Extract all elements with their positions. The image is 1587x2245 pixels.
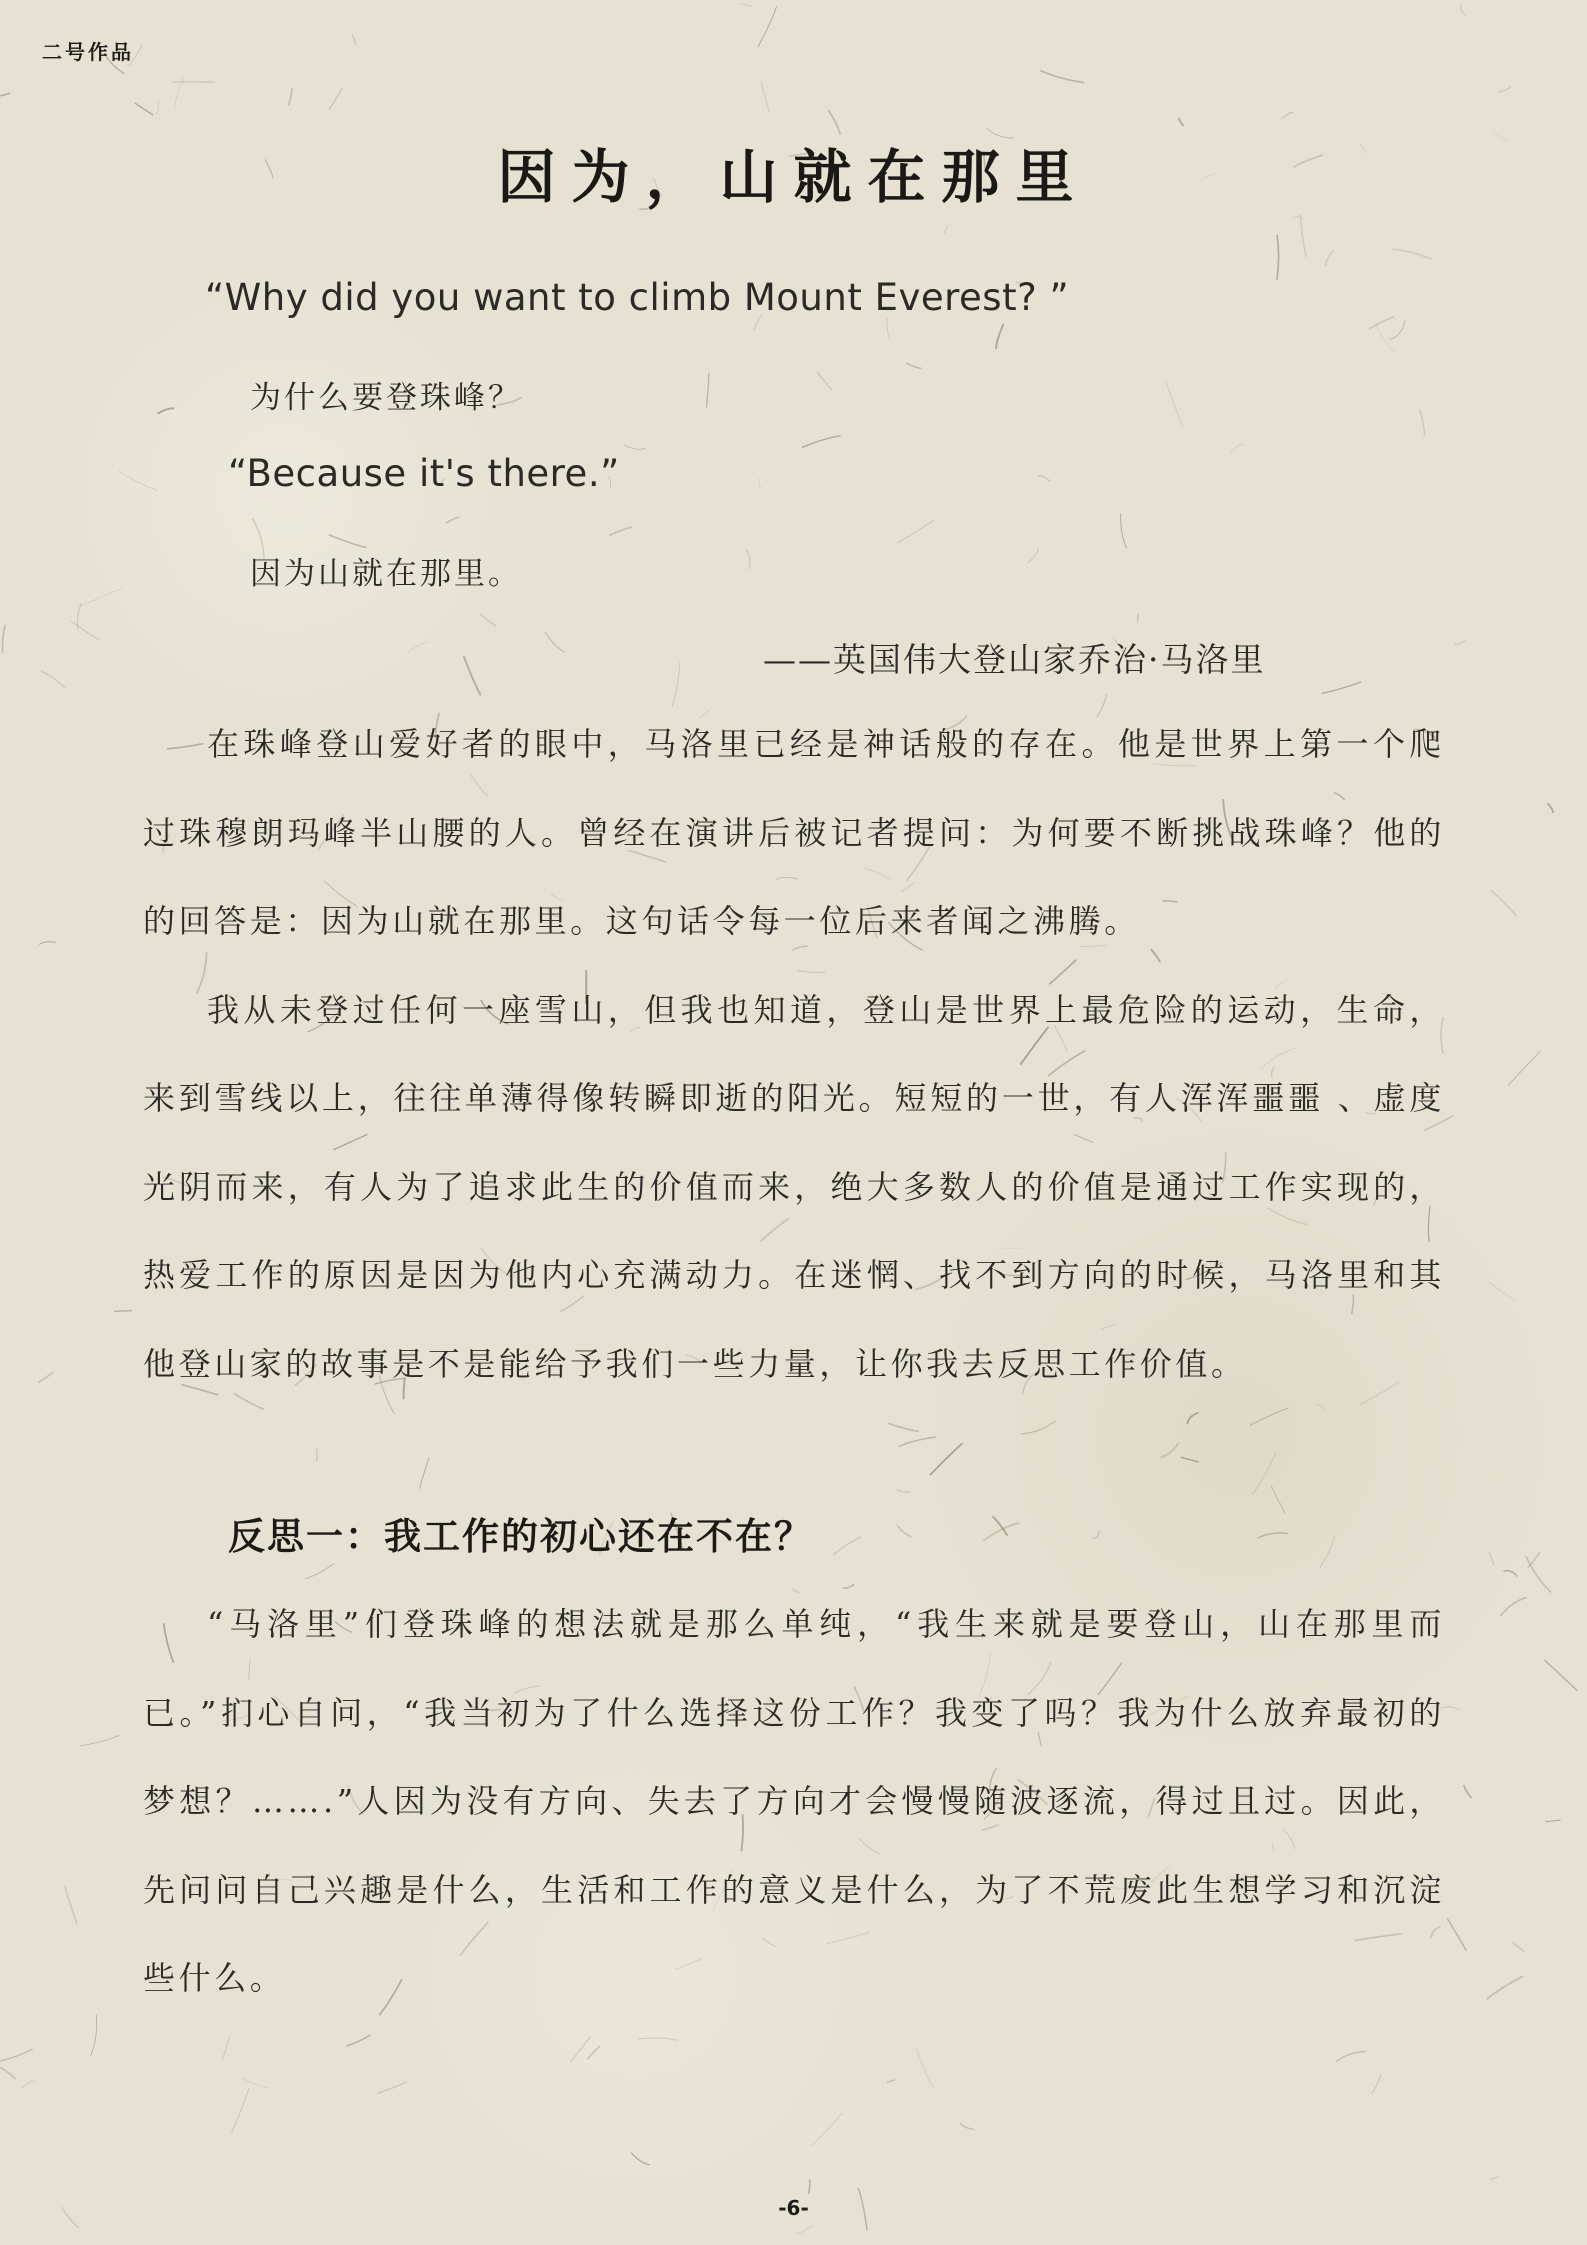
paper-fiber xyxy=(570,2036,590,2062)
paper-fiber xyxy=(739,2,751,6)
paper-fiber xyxy=(114,1311,132,1312)
paper-fiber xyxy=(834,1537,862,1555)
paper-fiber xyxy=(1503,1571,1517,1577)
epigraph-answer-en: “Because it's there.” xyxy=(228,452,620,495)
epigraph-question-en: “Why did you want to climb Mount Everest? ” xyxy=(205,276,1070,319)
paper-fiber xyxy=(1526,1556,1551,1592)
paragraph: “马洛里”们登珠峰的想法就是那么单纯，“我生来就是要登山，山在那里而已。”扪心自问，“我当初为了什么选择这份工作？我变了吗？我为什么放弃最初的梦想？…….”人因为没有方向、失去了方向才会慢慢随波逐流，得过且过。因此，先问问自己兴趣是什么，生活和工作的意义是什么，为了不荒废此生想学习和沉淀些什么。 xyxy=(143,1605,1445,1997)
paper-fiber xyxy=(809,2179,810,2193)
paper-fiber xyxy=(156,100,159,115)
paper-fiber xyxy=(1513,1942,1525,1952)
paper-fiber xyxy=(1501,1597,1527,1616)
paper-fiber xyxy=(38,1372,53,1383)
paper-fiber xyxy=(0,2067,15,2079)
paper-fiber xyxy=(1447,1919,1466,1951)
paper-fiber xyxy=(1187,1413,1198,1425)
paper-fiber xyxy=(420,1457,430,1488)
paper-fiber xyxy=(377,2082,407,2093)
paper-fiber xyxy=(1301,214,1307,257)
header-tag: 二号作品 xyxy=(42,40,134,64)
paper-fiber xyxy=(346,2035,370,2046)
paper-fiber xyxy=(464,656,481,695)
paper-fiber xyxy=(707,373,709,407)
paper-fiber xyxy=(1325,251,1334,266)
paper-fiber xyxy=(1179,118,1183,126)
paper-fiber xyxy=(1375,322,1395,353)
paper-fiber xyxy=(1281,112,1293,119)
paper-fiber xyxy=(797,2225,813,2233)
paper-fiber xyxy=(746,550,750,570)
paper-fiber xyxy=(897,1525,911,1537)
intro-body xyxy=(143,700,1445,1408)
paper-fiber xyxy=(759,477,761,488)
paper-fiber xyxy=(1508,1051,1541,1086)
paper-fiber xyxy=(916,2047,933,2088)
paper-fiber xyxy=(0,2049,33,2062)
paper-fiber xyxy=(1277,235,1279,280)
paper-fiber xyxy=(39,942,55,945)
paper-fiber xyxy=(887,318,889,339)
paper-fiber xyxy=(71,621,100,640)
section-body xyxy=(143,1580,1445,2023)
paper-fiber xyxy=(1420,409,1425,436)
paper-fiber xyxy=(80,588,122,606)
paper-fiber xyxy=(887,2080,895,2083)
paper-fiber xyxy=(1390,321,1405,340)
epigraph-answer-zh: 因为山就在那里。 xyxy=(250,556,522,592)
paper-fiber xyxy=(1166,382,1182,426)
paper-fiber xyxy=(1491,891,1517,917)
paper-fiber xyxy=(119,471,159,491)
paper-fiber xyxy=(1490,2176,1499,2179)
paper-fiber xyxy=(305,1564,334,1579)
paper-fiber xyxy=(80,1735,120,1746)
paper-fiber xyxy=(1545,1820,1560,1822)
paper-fiber xyxy=(758,7,777,47)
paper-fiber xyxy=(1487,1976,1524,1999)
paper-fiber xyxy=(1258,1533,1289,1538)
paper-fiber xyxy=(1092,1531,1098,1539)
epigraph-attribution: ——英国伟大登山家乔治·马洛里 xyxy=(763,640,1266,679)
paper-fiber xyxy=(3,625,6,653)
paper-fiber xyxy=(639,2038,679,2040)
paper-fiber xyxy=(888,1423,919,1431)
paper-fiber xyxy=(0,93,10,97)
paper-fiber xyxy=(1250,1408,1288,1425)
paper-fiber xyxy=(1369,317,1394,329)
paper-fiber xyxy=(906,363,921,369)
paper-fiber xyxy=(631,2153,650,2165)
paper-fiber xyxy=(812,2113,842,2145)
paper-fiber xyxy=(480,614,497,627)
paper-fiber xyxy=(1138,613,1139,623)
paper-fiber xyxy=(408,642,430,653)
paper-fiber xyxy=(446,517,460,523)
paper-fiber xyxy=(992,1516,1007,1535)
paper-fiber xyxy=(587,2046,600,2060)
paper-fiber xyxy=(898,1437,935,1447)
paper-fiber xyxy=(897,1490,911,1492)
paper-fiber xyxy=(135,103,153,115)
paper-fiber xyxy=(817,372,832,391)
paper-fiber xyxy=(1464,1785,1472,1798)
paper-fiber xyxy=(232,2089,249,2134)
paper-fiber xyxy=(91,2015,97,2056)
paragraph: 在珠峰登山爱好者的眼中，马洛里已经是神话般的存在。他是世界上第一个爬过珠穆朗玛峰半山腰的人。曾经在演讲后被记者提问：为何要不断挑战珠峰？他的的回答是：因为山就在那里。这句话令每一位后来者闻之沸腾。 xyxy=(143,725,1445,940)
paper-fiber xyxy=(945,225,949,234)
paragraph: 我从未登过任何一座雪山，但我也知道，登山是世界上最危险的运动，生命，来到雪线以上，往往单薄得像转瞬即逝的阳光。短短的一世，有人浑浑噩噩 、虚度光阴而来，有人为了追求此生的价值而来，绝大多数人的价值是通过工作实现的，热爱工作的原因是因为他内心充满动力。在迷惘、找不到方向的时候，马洛里和其他登山家的故事是不是能给予我们一些力量，让你我去反思工作价值。 xyxy=(143,990,1445,1383)
paper-fiber xyxy=(41,671,65,689)
paper-fiber xyxy=(1181,1457,1199,1462)
paper-fiber xyxy=(898,520,935,543)
paper-fiber xyxy=(1021,1421,1056,1434)
paper-fiber xyxy=(545,632,565,653)
paper-fiber xyxy=(1544,1660,1577,1691)
paper-fiber xyxy=(1371,2075,1381,2094)
paper-fiber xyxy=(1498,87,1510,93)
paper-fiber xyxy=(77,603,81,631)
paper-fiber xyxy=(1231,444,1244,452)
paper-fiber xyxy=(175,77,184,106)
paper-fiber xyxy=(21,2081,35,2089)
paper-fiber xyxy=(352,35,356,45)
paper-fiber xyxy=(1121,513,1127,548)
paper-fiber xyxy=(1489,1282,1516,1301)
paper-fiber xyxy=(983,1523,1019,1541)
paper-fiber xyxy=(329,535,367,548)
paper-fiber xyxy=(1252,1453,1275,1494)
paper-fiber xyxy=(242,2078,268,2089)
paper-fiber xyxy=(1037,475,1050,481)
page-title: 因为，山就在那里 xyxy=(497,143,1090,211)
paper-fiber xyxy=(761,81,770,112)
paper-fiber xyxy=(1320,1536,1335,1568)
paper-fiber xyxy=(329,88,342,110)
paper-fiber xyxy=(1489,1552,1494,1565)
paper-fiber xyxy=(1160,1443,1178,1458)
paper-fiber xyxy=(222,2037,229,2060)
paper-fiber xyxy=(609,527,632,535)
paper-fiber xyxy=(1293,216,1302,218)
epigraph-question-zh: 为什么要登珠峰？ xyxy=(250,380,522,416)
paper-fiber xyxy=(289,88,292,105)
paper-fiber xyxy=(1461,3,1466,16)
paper-fiber xyxy=(802,436,841,448)
paper-fiber xyxy=(65,1886,77,1923)
paper-fiber xyxy=(930,1443,962,1475)
paper-fiber xyxy=(1393,249,1433,259)
paper-fiber xyxy=(996,324,1004,349)
section-heading: 反思一：我工作的初心还在不在？ xyxy=(228,1514,813,1558)
paper-fiber xyxy=(1336,2051,1366,2061)
paper-fiber xyxy=(1548,803,1553,813)
paper-fiber xyxy=(960,2123,974,2129)
paper-fiber xyxy=(1528,1552,1540,1567)
paper-fiber xyxy=(1271,1486,1285,1514)
paper-fiber xyxy=(1027,549,1038,563)
paper-fiber xyxy=(158,408,175,413)
paper-fiber xyxy=(1040,70,1084,82)
paper-fiber xyxy=(1454,640,1465,644)
page-number: -6- xyxy=(778,2196,809,2220)
paper-fiber xyxy=(1322,682,1361,693)
paper-fiber xyxy=(624,445,646,449)
